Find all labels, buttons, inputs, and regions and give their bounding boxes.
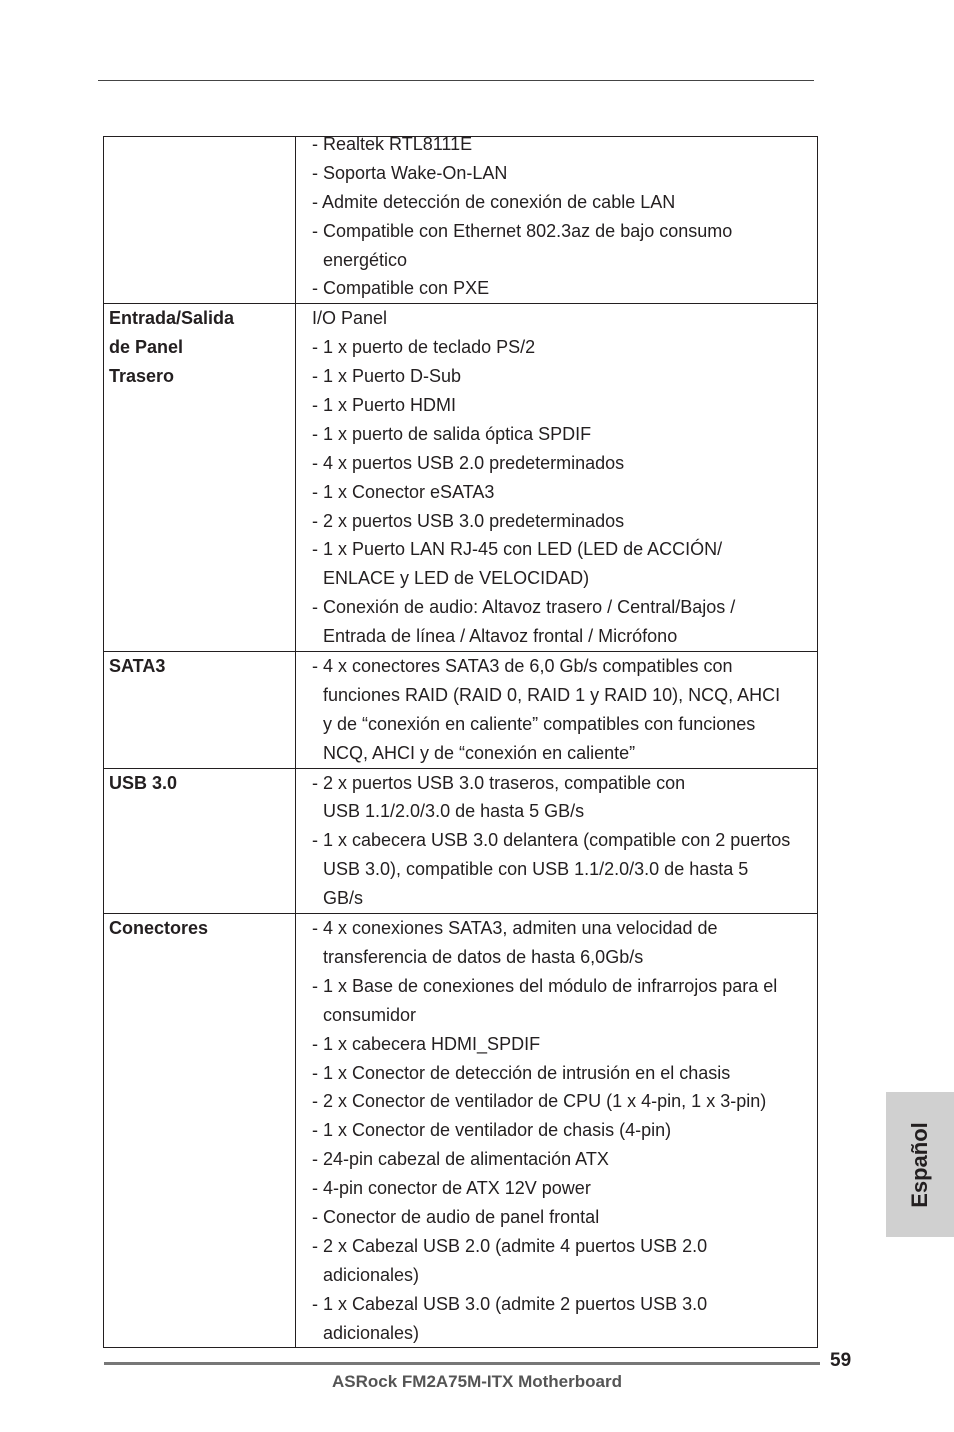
spec-line: - 1 x puerto de salida óptica SPDIF	[312, 423, 592, 444]
spec-line: - Conector de audio de panel frontal	[312, 1206, 600, 1227]
spec-line: - 4-pin conector de ATX 12V power	[312, 1178, 591, 1199]
spec-line-continuation: GB/s	[323, 888, 364, 909]
spec-row-label	[104, 304, 296, 652]
spec-line: - Realtek RTL8111E	[312, 134, 473, 154]
spec-line: - 1 x Base de conexiones del módulo de infrarrojos para el	[312, 975, 778, 996]
spec-row-content	[296, 304, 818, 652]
spec-row-label	[104, 652, 296, 769]
spec-line: - 1 x Puerto D-Sub	[312, 366, 462, 387]
spec-row	[104, 768, 818, 913]
spec-line: - 1 x Puerto LAN RJ-45 con LED (LED de ACCIÓN/	[312, 539, 723, 560]
spec-row	[104, 914, 818, 1348]
spec-line: - 4 x conexiones SATA3, admiten una velocidad de	[312, 918, 718, 939]
spec-line-continuation: USB 1.1/2.0/3.0 de hasta 5 GB/s	[323, 801, 585, 822]
spec-line-continuation: adicionales)	[323, 1264, 420, 1285]
spec-line: - 1 x puerto de teclado PS/2	[312, 337, 536, 358]
footer-rule	[104, 1362, 820, 1365]
spec-label-line: SATA3	[109, 656, 166, 677]
spec-line: - Soporta Wake-On-LAN	[312, 162, 508, 183]
spec-line: I/O Panel	[312, 308, 388, 329]
spec-table-body	[104, 134, 818, 1348]
spec-row-label	[104, 914, 296, 1348]
spec-line-continuation: transferencia de datos de hasta 6,0Gb/s	[323, 946, 644, 967]
spec-line-continuation: adicionales)	[323, 1322, 420, 1343]
spec-row	[104, 137, 818, 304]
spec-row-content	[296, 652, 818, 769]
spec-line: - Conexión de audio: Altavoz trasero / Central/Bajos /	[312, 597, 736, 618]
spec-line-continuation: ENLACE y LED de VELOCIDAD)	[323, 568, 590, 589]
spec-line: - 2 x Conector de ventilador de CPU (1 x 4-pin, 1 x 3-pin)	[312, 1091, 767, 1112]
language-tab	[886, 1092, 954, 1237]
spec-line: - Compatible con Ethernet 802.3az de bajo consumo	[312, 220, 733, 241]
spec-line: - 1 x cabecera USB 3.0 delantera (compatible con 2 puertos	[312, 830, 791, 851]
spec-line-continuation: USB 3.0), compatible con USB 1.1/2.0/3.0 de hasta 5	[323, 859, 749, 880]
spec-line: - Compatible con PXE	[312, 278, 490, 299]
spec-line: - 1 x Conector eSATA3	[312, 481, 495, 502]
spec-line-continuation: Entrada de línea / Altavoz frontal / Micrófono	[323, 626, 678, 647]
spec-line-continuation: funciones RAID (RAID 0, RAID 1 y RAID 10), NCQ, AHCI	[323, 684, 781, 705]
spec-line: - 24-pin cabezal de alimentación ATX	[312, 1149, 609, 1170]
spec-label-line: de Panel	[109, 337, 184, 358]
spec-line-continuation: y de “conexión en caliente” compatibles con funciones	[323, 713, 756, 734]
spec-line: - Admite detección de conexión de cable LAN	[312, 191, 676, 212]
spec-label-line: Conectores	[109, 918, 209, 939]
spec-line: - 2 x Cabezal USB 2.0 (admite 4 puertos USB 2.0	[312, 1235, 708, 1256]
top-rule	[98, 80, 814, 81]
footer-title	[0, 1372, 954, 1392]
spec-line: - 1 x Puerto HDMI	[312, 395, 457, 416]
spec-line: - 4 x puertos USB 2.0 predeterminados	[312, 452, 625, 473]
spec-label-line: Trasero	[109, 366, 175, 387]
spec-line: - 2 x puertos USB 3.0 traseros, compatible con	[312, 772, 686, 793]
spec-row	[104, 304, 818, 652]
spec-row-content	[296, 914, 818, 1348]
spec-row-label	[104, 137, 296, 304]
spec-line-continuation: energético	[323, 249, 408, 270]
spec-table	[103, 136, 818, 1348]
spec-line-continuation: consumidor	[323, 1004, 417, 1025]
spec-label-line: USB 3.0	[109, 772, 178, 793]
spec-row	[104, 652, 818, 769]
spec-label-line: Entrada/Salida	[109, 308, 235, 329]
spec-line: - 4 x conectores SATA3 de 6,0 Gb/s compatibles con	[312, 656, 733, 677]
spec-line: - 2 x puertos USB 3.0 predeterminados	[312, 510, 625, 531]
spec-row-label	[104, 768, 296, 913]
language-tab-label: Español	[907, 1121, 932, 1208]
spec-row-content	[296, 134, 818, 304]
footer-title-text: ASRock FM2A75M-ITX Motherboard	[332, 1372, 622, 1391]
spec-line-continuation: NCQ, AHCI y de “conexión en caliente”	[323, 742, 636, 763]
spec-line: - 1 x Conector de ventilador de chasis (4-pin)	[312, 1120, 672, 1141]
spec-line: - 1 x Cabezal USB 3.0 (admite 2 puertos USB 3.0	[312, 1293, 708, 1314]
spec-row-content	[296, 768, 818, 913]
spec-line: - 1 x Conector de detección de intrusión en el chasis	[312, 1062, 731, 1083]
spec-line: - 1 x cabecera HDMI_SPDIF	[312, 1033, 541, 1054]
page-number: 59	[830, 1350, 852, 1371]
